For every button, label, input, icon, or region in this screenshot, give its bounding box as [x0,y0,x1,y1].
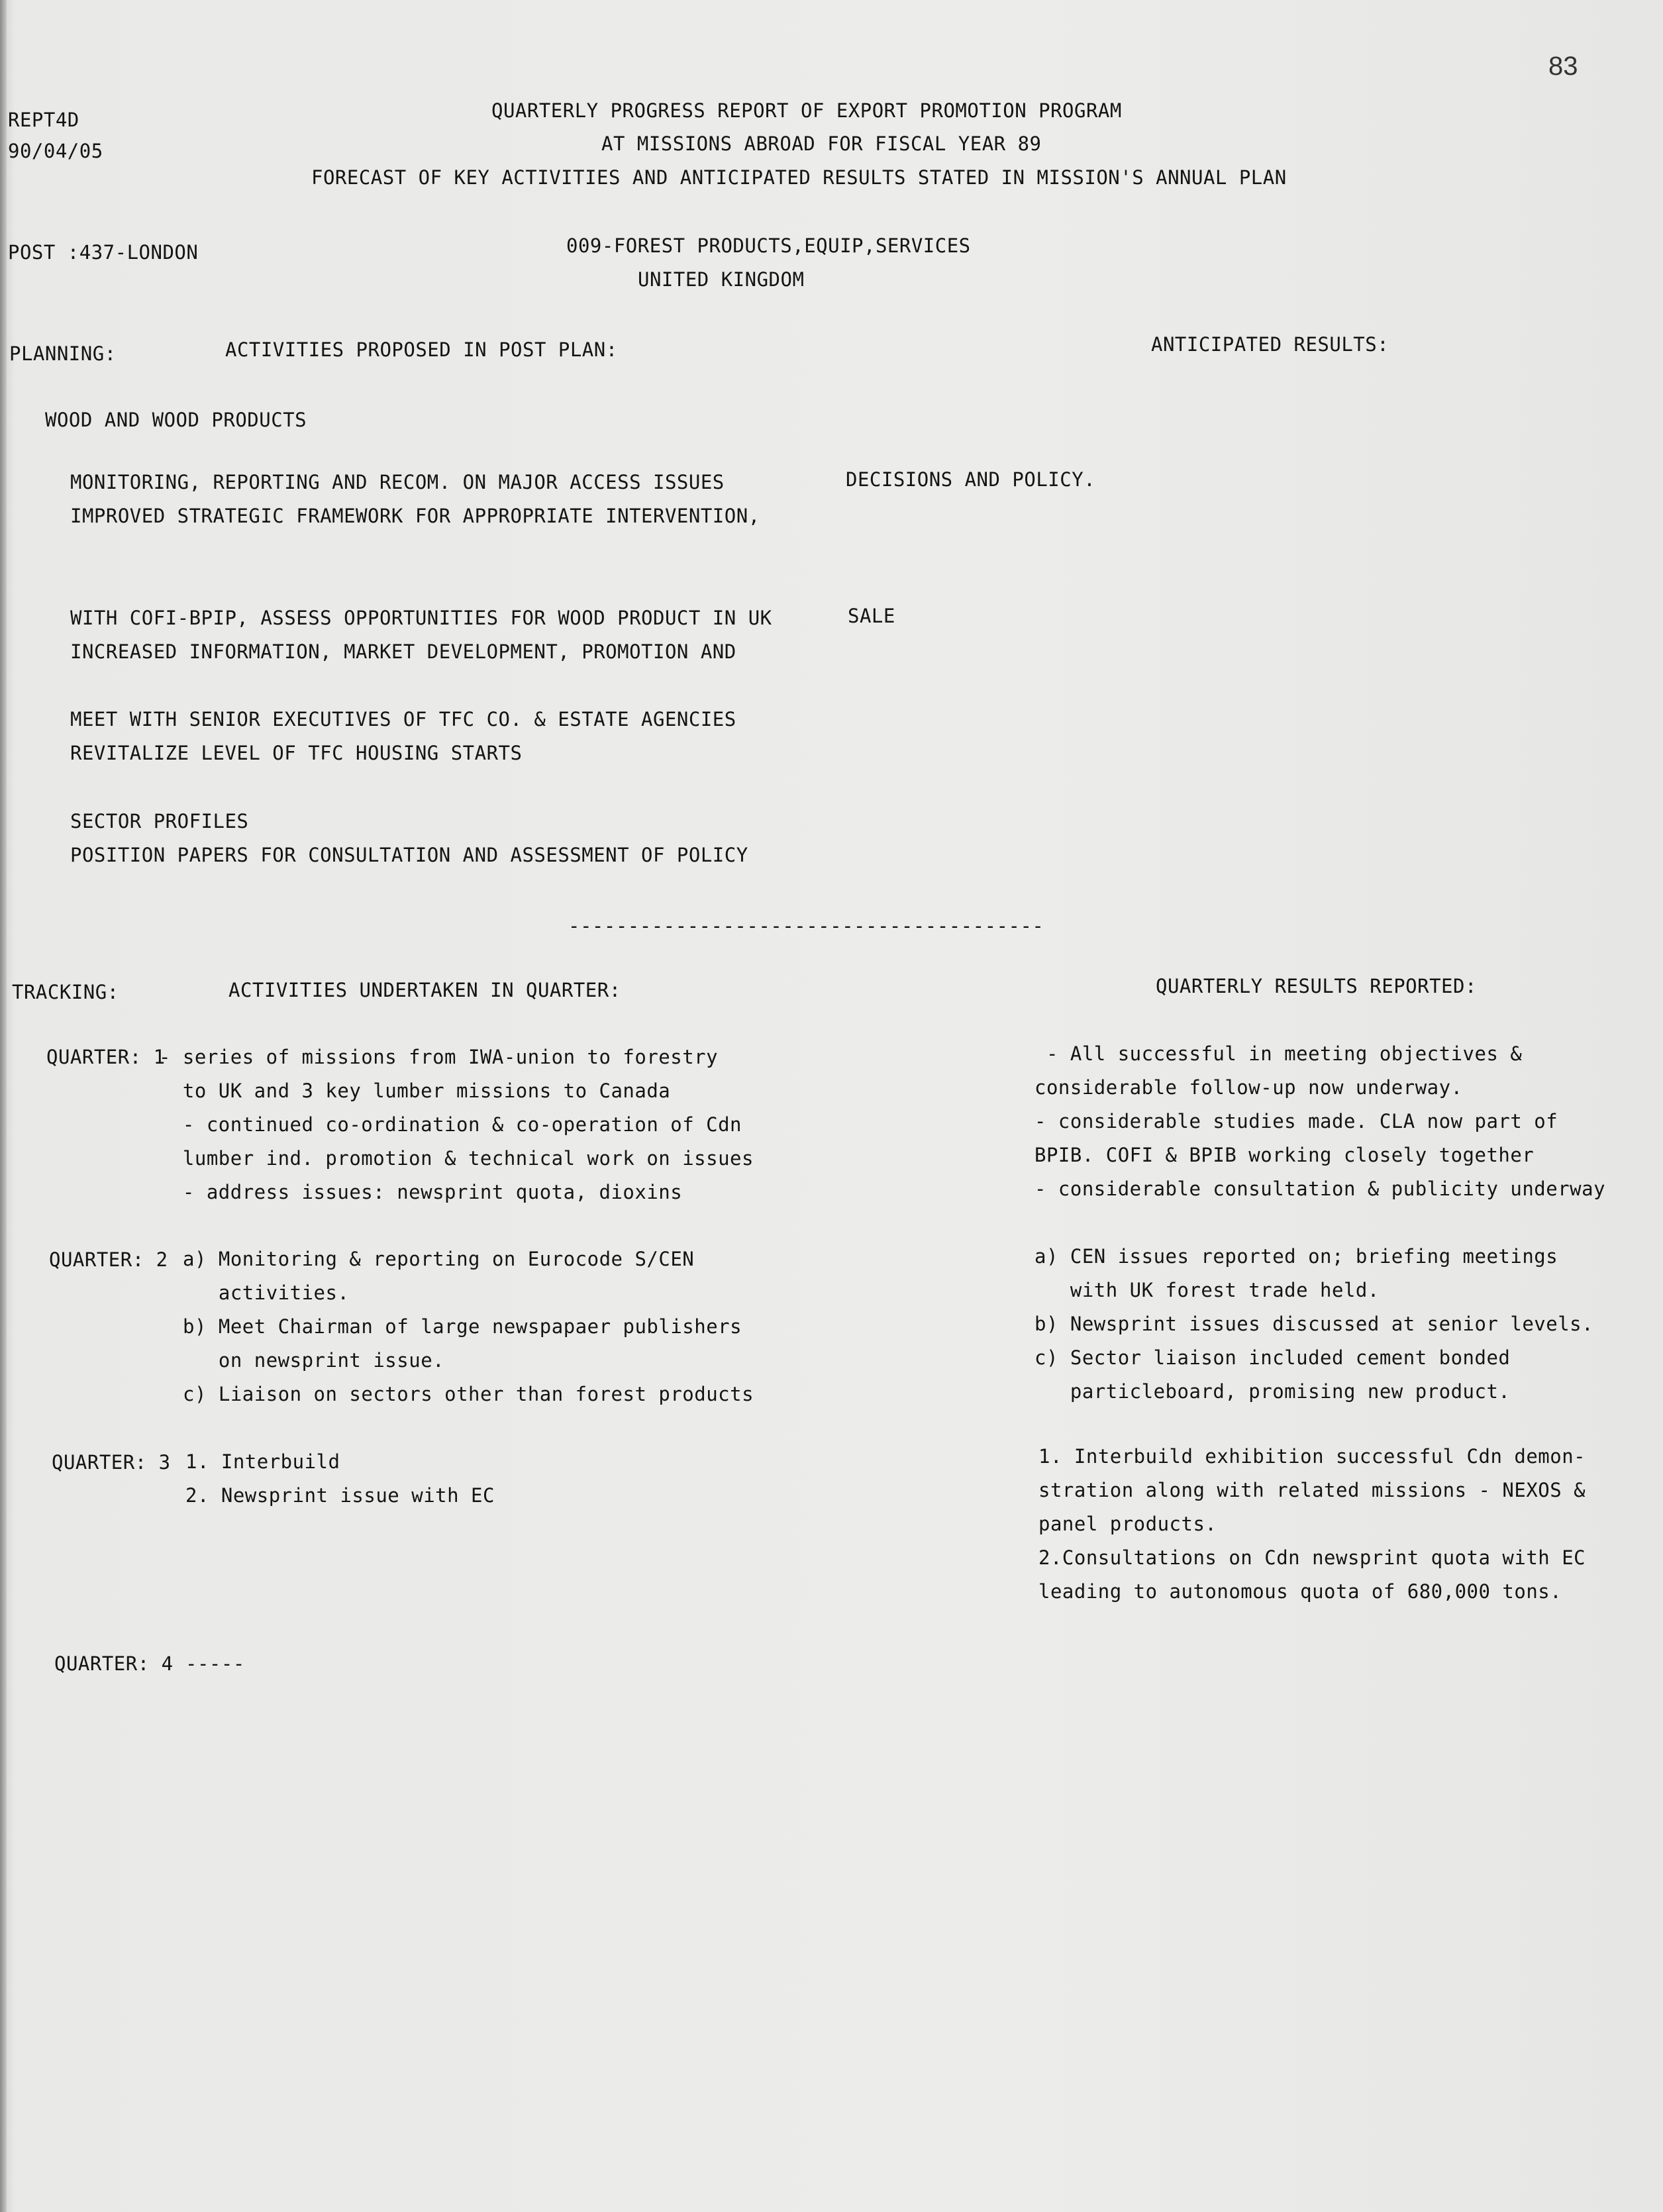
q3-result-line: 1. Interbuild exhibition successful Cdn demon- [1038,1445,1586,1468]
planning-result-1: DECISIONS AND POLICY. [846,468,1096,491]
quarter-2-activities [183,1242,754,1411]
sector-label: 009-FOREST PRODUCTS,EQUIP,SERVICES [566,234,971,257]
q2-result-line: with UK forest trade held. [1034,1279,1380,1301]
planning-activity-3-line2: REVITALIZE LEVEL OF TFC HOUSING STARTS [70,742,523,764]
q3-result-line: stration along with related missions - NEXOS & [1038,1479,1586,1501]
q2-result-line: b) Newsprint issues discussed at senior levels. [1034,1313,1594,1335]
q1-result-line: - considerable consultation & publicity underway [1034,1178,1606,1200]
scan-edge [0,0,7,2212]
report-id: REPT4D [8,109,79,131]
report-title-line2: AT MISSIONS ABROAD FOR FISCAL YEAR 89 [601,132,1042,155]
q2-activity-line: activities. [183,1282,350,1304]
tracking-label: TRACKING: [12,981,119,1003]
q1-activity-line: lumber ind. promotion & technical work on issues [159,1147,754,1170]
report-date: 90/04/05 [8,140,103,162]
q1-activity-line: - address issues: newsprint quota, dioxins [159,1181,683,1203]
planning-activities-heading: ACTIVITIES PROPOSED IN POST PLAN: [225,338,618,361]
q3-activity-line: 2. Newsprint issue with EC [185,1484,495,1507]
q1-result-line: - All successful in meeting objectives & [1034,1042,1523,1065]
planning-label: PLANNING: [9,342,117,365]
q1-result-line: - considerable studies made. CLA now part of [1034,1110,1558,1132]
q3-activity-line: 1. Interbuild [185,1450,340,1473]
quarter-3-label: QUARTER: 3 [52,1451,171,1474]
quarter-1-results [1034,1037,1605,1206]
q3-result-line: 2.Consultations on Cdn newsprint quota with EC [1038,1546,1586,1569]
q1-activity-line: - continued co-ordination & co-operation of Cdn [159,1113,742,1136]
quarter-1-activities [159,1040,754,1209]
planning-subsector: WOOD AND WOOD PRODUCTS [45,409,307,431]
planning-activity-2-line1: WITH COFI-BPIP, ASSESS OPPORTUNITIES FOR WOOD PRODUCT IN UK [70,607,772,629]
q1-activity-line: - series of missions from IWA-union to forestry [159,1046,719,1068]
tracking-results-heading: QUARTERLY RESULTS REPORTED: [1156,975,1477,997]
planning-results-heading: ANTICIPATED RESULTS: [1151,333,1389,356]
quarter-3-results [1038,1440,1586,1609]
section-separator: ---------------------------------------- [568,915,1044,937]
q1-result-line: BPIB. COFI & BPIB working closely together [1034,1144,1535,1166]
quarter-2-results [1034,1240,1593,1409]
report-title-line3: FORECAST OF KEY ACTIVITIES AND ANTICIPATED RESULTS STATED IN MISSION'S ANNUAL PLAN [311,166,1287,189]
q2-activity-line: a) Monitoring & reporting on Eurocode S/CEN [183,1248,695,1270]
quarter-2-label: QUARTER: 2 [49,1248,168,1271]
quarter-4-activity: ----- [185,1652,245,1675]
q2-activity-line: b) Meet Chairman of large newspapaer publishers [183,1315,742,1338]
q2-activity-line: c) Liaison on sectors other than forest products [183,1383,754,1405]
planning-activity-3-line1: MEET WITH SENIOR EXECUTIVES OF TFC CO. & ESTATE AGENCIES [70,708,736,730]
q2-activity-line: on newsprint issue. [183,1349,445,1372]
planning-activity-4-line1: SECTOR PROFILES [70,810,249,832]
planning-activity-1-line2: IMPROVED STRATEGIC FRAMEWORK FOR APPROPRIATE INTERVENTION, [70,505,760,527]
page-number: 83 [1548,52,1578,81]
quarter-3-activities [185,1445,495,1513]
q1-result-line: considerable follow-up now underway. [1034,1076,1463,1099]
planning-activity-1-line1: MONITORING, REPORTING AND RECOM. ON MAJOR ACCESS ISSUES [70,471,725,493]
planning-activity-2-line2: INCREASED INFORMATION, MARKET DEVELOPMENT, PROMOTION AND [70,640,736,663]
tracking-activities-heading: ACTIVITIES UNDERTAKEN IN QUARTER: [228,979,621,1001]
q2-result-line: c) Sector liaison included cement bonded [1034,1346,1511,1369]
q2-result-line: particleboard, promising new product. [1034,1380,1511,1403]
q3-result-line: leading to autonomous quota of 680,000 tons. [1038,1580,1562,1603]
q2-result-line: a) CEN issues reported on; briefing meetings [1034,1245,1558,1268]
q3-result-line: panel products. [1038,1513,1217,1535]
country-label: UNITED KINGDOM [638,268,805,291]
quarter-4-label: QUARTER: 4 [54,1652,174,1675]
report-title-line1: QUARTERLY PROGRESS REPORT OF EXPORT PROMOTION PROGRAM [491,99,1122,122]
planning-activity-4-line2: POSITION PAPERS FOR CONSULTATION AND ASSESSMENT OF POLICY [70,844,748,866]
planning-result-2: SALE [848,605,895,627]
post-label: POST :437-LONDON [8,241,199,264]
quarter-1-label: QUARTER: 1 [46,1046,166,1068]
q1-activity-line: to UK and 3 key lumber missions to Canada [159,1080,671,1102]
